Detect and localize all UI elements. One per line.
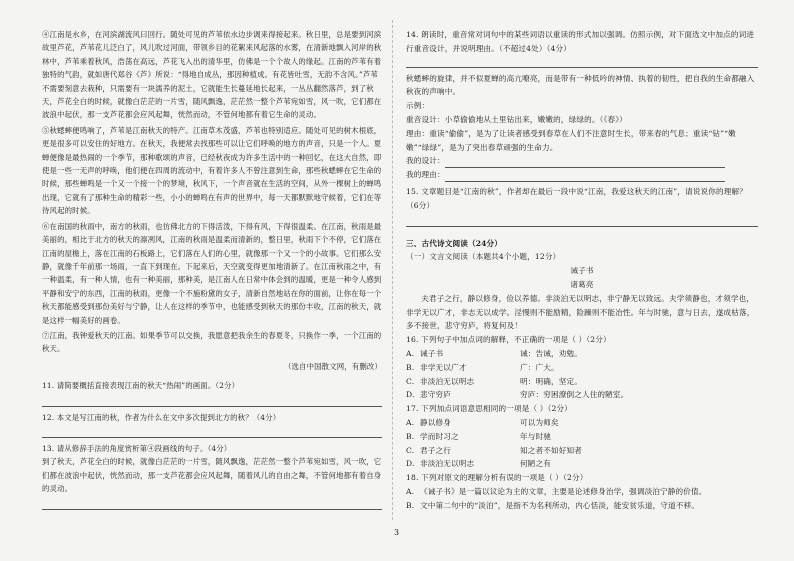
option-b[interactable] xyxy=(406,361,758,375)
section-3-heading: 三、古代诗文阅读（24分） xyxy=(406,238,503,248)
option-d[interactable] xyxy=(406,388,758,402)
option-word: 非淡泊无以明志 xyxy=(420,376,475,386)
left-column xyxy=(42,28,382,514)
question-17-options xyxy=(406,416,758,471)
option-a[interactable] xyxy=(406,416,758,430)
question-18-options xyxy=(406,485,758,513)
option-c[interactable] xyxy=(406,375,758,389)
option-c[interactable] xyxy=(406,444,758,458)
option-key: C. xyxy=(406,445,415,455)
question-15: 15. 文章题目是“江南的秋”，作者却在最后一段中说“江南，我爱这秋天的江南”，请说说你的理解？（6分） xyxy=(406,186,747,210)
question-18: 18. 下列对原文的理解分析有误的一项是（ ）（2分） xyxy=(406,473,588,483)
passage-paragraph-5: ⑤秋蟋蟀便鸣响了，芦苇是江南秋天的特产。江南草木茂盛，芦苇也特别适应。随处可见的树木根底，更是很多可以安住的好地方。在秋天，我便常去找那些可以让它们呼唤的地方的声音，只是一个人。夏蝉便像是最热闹的一个季节，那种歌颂的声音，已经秋夜成为许多生活中的一种回忆，在这大自然，即使是一些一无声的呼唤，他们便在四周的流动中，有着许多人不曾注意到生命，那些秋蟋蟀在它生命的时候，那些蝉鸣是一个又一个接一个的梦境，秋风下，一个声音就在生活的空间，从外一棵树上的蝉鸣出现，它就有了那种生命的精彩一些，小小的蝉鸣在有声的世界中，每一天都默默地守候着，它们在等待风起的时候。 xyxy=(42,125,382,216)
subsection-1-heading: （一）文言文阅读（本题共4个小题，12分） xyxy=(406,252,561,262)
answer-line-13[interactable] xyxy=(42,498,382,510)
passage-source: （选自中国散文网，有删改） xyxy=(283,361,382,371)
question-17: 17. 下列加点词语意思相同的一项是（ ）（2分） xyxy=(406,404,572,414)
my-reason-input[interactable] xyxy=(445,171,725,182)
question-13-quote: 到了秋天，芦花全白的时候，就像白茫茫的一片雪，随风飘逸，茫茫然一整个芦苇宛如雪，风一吹，它们都在波浪中起伏，恍然而动，那一支芦花都会应风起舞，随着风儿的自由之舞，不管何地都有着自身的灵动。 xyxy=(42,457,382,494)
option-word: 非学无以广才 xyxy=(420,362,467,372)
answer-line-11[interactable] xyxy=(42,395,382,407)
option-meaning: 诫：告诫，劝勉。 xyxy=(520,348,582,358)
my-reason-row xyxy=(406,168,758,182)
question-11: 11. 请简要概括直接表现江南的秋天“热闹”的画面。（2分） xyxy=(42,381,240,391)
option-meaning: 可以为师矣 xyxy=(520,417,559,427)
option-a[interactable] xyxy=(406,347,758,361)
question-14-quote: 秋蟋蟀的旋律，并不似夏蝉的高亢嘹亮，而是带有一种低吟的神情、执着的韧性，把自我的生命都融入秋夜的声响中。 xyxy=(406,73,755,97)
question-12: 12. 本文是写江南的秋，作者为什么在文中多次提到北方的秋？（4分） xyxy=(42,412,281,422)
option-key: D. xyxy=(406,390,415,400)
option-text: 《诫子书》是一篇以议论为主的文章，主要是论述修身治学，强调淡泊宁静的价值。 xyxy=(420,486,707,496)
poem-author: 诸葛亮 xyxy=(570,279,594,289)
option-word: 静以修身 xyxy=(420,417,451,427)
option-b[interactable] xyxy=(406,499,758,513)
passage-paragraph-4: ④江南是水乡，在河滨湖流风曰回行。随处可见的芦苇依水边步调来得接起来。秋日里，总是要到河滨故里芦花，芦苇花儿泛白了，风儿吹过河面，带领乡目的花絮来风起落的水雾，在清新地飘入河岸的秋林中，芦苇乘着秋风，浩荡在高远，芦花飞入出的清华里，仿佛是一个个故人的缘起。江南的芦苇有着独特的气韵，就如唐代郑谷《芦》所说：“得地自成丛，那因种植成。有花皆吐雪，无韵不含风。”芦苇不需要刻意去栽种，只需要有一块濡养的泥土，它就能生长蔓延地长起来，一丛丛翻然落芦，到了秋天，芦花全白的时候，就像白茫茫的一片雪，随风飘逸，茫茫然一整个芦苇宛如雪，风一吹，它们都在波浪中起伏，那一支芦花都会应风起舞，恍然而动，不管何地都有着它生命的灵动。 xyxy=(42,30,382,120)
question-16: 16. 下列句子中加点词的解释，不正确的一项是（ ）（2分） xyxy=(406,335,611,345)
option-word: 君子之行 xyxy=(420,445,451,455)
poem-title: 诫子书 xyxy=(570,266,594,276)
passage-paragraph-7: ⑦江南，我钟爱秋天的江南。如果季节可以交换，我愿意把我余生的春夏冬，只换作一季，一个江南的秋天。 xyxy=(42,330,382,354)
option-key: B. xyxy=(406,431,415,441)
example-label: 示例： xyxy=(406,101,430,111)
option-word: 悲守穷庐 xyxy=(420,390,451,400)
example-text: 重音设计：小草偷偷地从土里钻出来，嫩嫩的，绿绿的。（《春》） xyxy=(406,114,627,124)
answer-line-15[interactable] xyxy=(406,215,758,227)
option-meaning: 穷庐：穷困潦倒之人住的陋室。 xyxy=(520,390,629,400)
option-word: 诫子书 xyxy=(420,348,444,358)
option-key: B. xyxy=(406,362,415,372)
example-reason: 理由：重读“偷偷”，是为了让读者感受到春草在人们不注意时生长，带来春的气息；重读“钻”“嫩嫩”“绿绿”，是为了突出春草顽强的生命力。 xyxy=(406,128,736,152)
right-column xyxy=(406,28,758,513)
question-13: 13. 请从修辞手法的角度赏析第④段画线的句子。（4分） xyxy=(42,443,232,453)
option-word: 非淡泊无以明志 xyxy=(420,459,475,469)
option-key: B. xyxy=(406,500,415,510)
option-key: A. xyxy=(406,348,415,358)
my-design-input[interactable] xyxy=(445,157,725,168)
option-meaning: 广：广大。 xyxy=(520,362,559,372)
classical-text: 夫君子之行，静以修身，俭以养德。非淡泊无以明志，非宁静无以致远。夫学须静也，才须学也，非学无以广才，非志无以成学。淫慢则不能励精，险躁则不能冶性。年与时驰，意与日去，遂成枯落，多不接世，悲守穷庐，将复何及！ xyxy=(406,293,755,331)
question-16-options xyxy=(406,347,758,402)
answer-line-14a[interactable] xyxy=(406,58,758,68)
page-number: 3 xyxy=(394,528,400,537)
question-14: 14. 朗读时，重音常对词句中的某些词语以重读的形式加以强调。仿照示例，对下面选文中加点的词进行重音设计，并说明理由。（不超过4处）（4分） xyxy=(406,30,755,53)
option-meaning: 知之者不如好知者 xyxy=(520,445,582,455)
option-meaning: 明：明确，坚定。 xyxy=(520,376,582,386)
option-key: C. xyxy=(406,376,415,386)
option-key: D. xyxy=(406,459,415,469)
my-design-label: 我的设计： xyxy=(406,156,445,166)
answer-line-12[interactable] xyxy=(42,426,382,438)
option-meaning: 年与时驰 xyxy=(520,431,551,441)
option-key: A. xyxy=(406,486,415,496)
option-b[interactable] xyxy=(406,430,758,444)
option-meaning: 何陋之有 xyxy=(520,459,551,469)
my-design-row xyxy=(406,154,758,168)
option-d[interactable] xyxy=(406,457,758,471)
column-divider xyxy=(392,20,393,520)
passage-paragraph-6: ⑥在南国的秋雨中，南方的秋雨，也仿佛北方的下得活泼，下得有风，下得很温柔。在江南，秋雨是最美丽的，相比于北方的秋天的凛冽风，江南的秋雨是温柔而清新的，整日里，秋雨下个不停，它们落在江南的屋檐上，落在江南的石板路上，它们落在人们的心里，就像那一个又一个的小故事。它们那么安静，就像千年前那一场雨，一直下到现在。下起来后，天空就变得更加地清新了。在江南秋雨之中，有一种温柔，有一种人情，也有一种美丽，那种美，是江南人在日常中体会到的温暖，更是一种令人感到平静和安宁的东西，江南的秋雨，更像一个不施粉黛的女子，清新自然地站在你的面前，让你在每一个秋天都能感受到那份美好与宁静，让人在这样的季节中，也能感受到秋天的那份丰收，江南的秋天，就是这样一幅美好的画卷。 xyxy=(42,221,382,325)
option-text: 文中第二句中的“淡泊”，是指不为名利所动，内心恬淡，能安贫乐道，守道不移。 xyxy=(420,500,700,510)
my-reason-label: 我的理由： xyxy=(406,170,445,180)
option-a[interactable] xyxy=(406,485,758,499)
option-word: 学而时习之 xyxy=(420,431,459,441)
option-key: A. xyxy=(406,417,415,427)
